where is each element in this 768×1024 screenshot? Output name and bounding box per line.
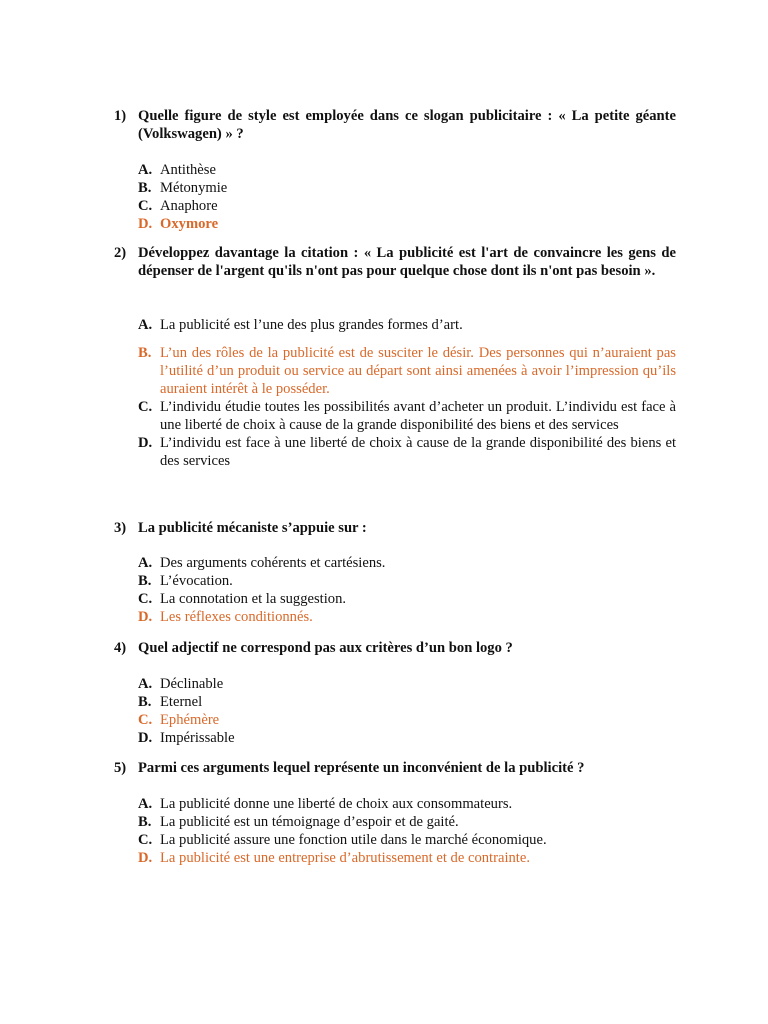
- question-5-header: [114, 759, 676, 777]
- question-2-options: [138, 316, 676, 470]
- option-d: [138, 729, 676, 747]
- option-text: Impérissable: [160, 730, 235, 746]
- option-c: [138, 398, 676, 434]
- question-4-options: [138, 675, 676, 747]
- option-c-correct: [138, 711, 676, 729]
- question-2-header: [114, 244, 676, 280]
- option-b: [138, 693, 676, 711]
- option-a: [138, 554, 676, 572]
- option-d-correct: [138, 849, 676, 867]
- option-letter: D.: [138, 850, 153, 866]
- option-letter: A.: [138, 555, 153, 571]
- option-text: L’un des rôles de la publicité est de susciter le désir. Des personnes qui n’auraient pas l’utilité d’un produit ou service au départ sont ainsi amenées à avoir l’impression qu’ils auraient intérêt à le posséder.: [160, 345, 676, 397]
- option-text: La connotation et la suggestion.: [160, 591, 347, 607]
- option-letter: B.: [138, 345, 152, 361]
- option-letter: A.: [138, 162, 153, 178]
- option-text: L’évocation.: [160, 573, 233, 589]
- option-letter: B.: [138, 573, 152, 589]
- question-2: [114, 244, 676, 469]
- option-text: Métonymie: [160, 180, 228, 196]
- question-text: Quel adjectif ne correspond pas aux critères d’un bon logo ?: [138, 640, 513, 656]
- option-letter: D.: [138, 216, 153, 232]
- option-letter: D.: [138, 730, 153, 746]
- question-4-header: [114, 639, 676, 657]
- option-letter: B.: [138, 180, 152, 196]
- option-a: [138, 316, 676, 334]
- option-a: [138, 675, 676, 693]
- option-letter: D.: [138, 609, 153, 625]
- question-5: [114, 759, 676, 866]
- option-b: [138, 813, 676, 831]
- question-5-options: [138, 795, 676, 867]
- option-text: Des arguments cohérents et cartésiens.: [160, 555, 386, 571]
- option-letter: D.: [138, 435, 153, 451]
- option-letter: C.: [138, 712, 153, 728]
- option-text: La publicité donne une liberté de choix aux consommateurs.: [160, 796, 513, 812]
- option-letter: C.: [138, 399, 153, 415]
- option-d: [138, 434, 676, 470]
- option-text: Antithèse: [160, 162, 216, 178]
- option-d-correct: [138, 215, 676, 233]
- option-text: La publicité est une entreprise d’abrutissement et de contrainte.: [160, 850, 530, 866]
- option-b: [138, 572, 676, 590]
- option-letter: C.: [138, 832, 153, 848]
- option-letter: C.: [138, 591, 153, 607]
- question-1: [114, 107, 676, 232]
- option-text: Oxymore: [160, 216, 219, 232]
- option-text: Anaphore: [160, 198, 218, 214]
- option-b-correct: [138, 344, 676, 398]
- question-text: Quelle figure de style est employée dans ce slogan publicitaire : « La petite géante (Volkswagen) » ?: [138, 108, 676, 142]
- option-text: Déclinable: [160, 676, 224, 692]
- option-a: [138, 161, 676, 179]
- question-number: 5): [114, 760, 127, 776]
- option-letter: A.: [138, 676, 153, 692]
- question-number: 2): [114, 245, 127, 261]
- question-1-header: [114, 107, 676, 143]
- question-3-header: [114, 519, 676, 537]
- question-3: [114, 519, 676, 625]
- option-text: L’individu est face à une liberté de choix à cause de la grande disponibilité des biens et des services: [160, 435, 676, 469]
- question-4: [114, 639, 676, 746]
- option-c: [138, 590, 676, 608]
- option-text: La publicité est un témoignage d’espoir et de gaité.: [160, 814, 459, 830]
- option-text: Les réflexes conditionnés.: [160, 609, 313, 625]
- option-text: Eternel: [160, 694, 203, 710]
- question-number: 3): [114, 520, 127, 536]
- option-text: L’individu étudie toutes les possibilités avant d’acheter un produit. L’individu est face à une liberté de choix à cause de la grande disponibilité des biens et des services: [160, 399, 676, 433]
- question-text: Parmi ces arguments lequel représente un inconvénient de la publicité ?: [138, 760, 585, 776]
- option-letter: B.: [138, 814, 152, 830]
- option-letter: C.: [138, 198, 153, 214]
- question-text: La publicité mécaniste s’appuie sur :: [138, 520, 367, 536]
- option-a: [138, 795, 676, 813]
- option-text: Ephémère: [160, 712, 220, 728]
- option-letter: A.: [138, 317, 153, 333]
- question-number: 4): [114, 640, 127, 656]
- question-text: Développez davantage la citation : « La publicité est l'art de convaincre les gens de dépenser de l'argent qu'ils n'ont pas pour quelque chose dont ils n'ont pas besoin ».: [138, 245, 676, 279]
- option-c: [138, 831, 676, 849]
- option-c: [138, 197, 676, 215]
- option-letter: A.: [138, 796, 153, 812]
- question-1-options: [138, 161, 676, 233]
- option-text: La publicité est l’une des plus grandes formes d’art.: [160, 317, 463, 333]
- option-b: [138, 179, 676, 197]
- question-number: 1): [114, 108, 127, 124]
- option-letter: B.: [138, 694, 152, 710]
- question-3-options: [138, 554, 676, 626]
- option-d-correct: [138, 608, 676, 626]
- option-text: La publicité assure une fonction utile dans le marché économique.: [160, 832, 547, 848]
